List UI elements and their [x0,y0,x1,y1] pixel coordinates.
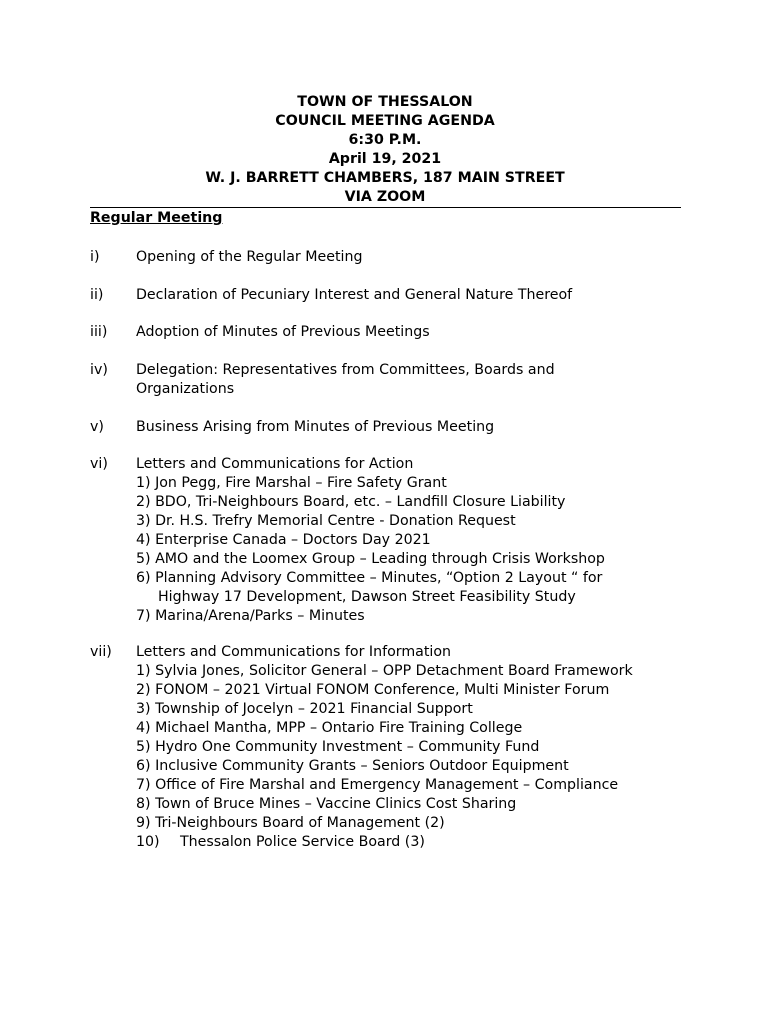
header-title: COUNCIL MEETING AGENDA [275,113,495,129]
sub-item [136,833,690,852]
header-location: W. J. BARRETT CHAMBERS, 187 MAIN STREET [205,170,565,186]
header-date: April 19, 2021 [328,151,442,167]
sub-item: 4) Enterprise Canada – Doctors Day 2021 [136,532,431,548]
item-text: Opening of the Regular Meeting [136,249,363,265]
item-number: iv) [90,362,108,378]
sub-item: 5) Hydro One Community Investment – Community Fund [136,739,540,755]
item-text: Letters and Communications for Action [136,456,414,472]
sub-item: 1) Jon Pegg, Fire Marshal – Fire Safety Grant [136,475,447,491]
item-text: Letters and Communications for Information [136,644,452,660]
header-town: TOWN OF THESSALON [297,94,473,110]
sub-item-number: 10) [136,834,160,850]
item-number: iii) [90,324,108,340]
item-number: vi) [90,456,108,472]
sub-item: 7) Marina/Arena/Parks – Minutes [136,608,365,624]
sub-item: 8) Town of Bruce Mines – Vaccine Clinics Cost Sharing [136,796,517,812]
header-time: 6:30 P.M. [348,132,422,148]
sub-item: 1) Sylvia Jones, Solicitor General – OPP Detachment Board Framework [136,663,633,679]
item-text: Delegation: Representatives from Committees, Boards and [136,362,555,378]
agenda-header [0,93,770,207]
sub-item: 6) Planning Advisory Committee – Minutes, “Option 2 Layout “ for [136,570,603,586]
sub-item: 6) Inclusive Community Grants – Seniors Outdoor Equipment [136,758,569,774]
item-text: Declaration of Pecuniary Interest and General Nature Thereof [136,287,573,303]
sub-item-text: Thessalon Police Service Board (3) [180,834,425,850]
item-number: i) [90,249,100,265]
section-title: Regular Meeting [90,210,223,226]
item-number: ii) [90,287,104,303]
sub-item: 2) FONOM – 2021 Virtual FONOM Conference, Multi Minister Forum [136,682,610,698]
sub-item: 5) AMO and the Loomex Group – Leading through Crisis Workshop [136,551,605,567]
item-number: vii) [90,644,112,660]
sub-item-continued: Highway 17 Development, Dawson Street Feasibility Study [158,589,576,605]
sub-item: 3) Township of Jocelyn – 2021 Financial Support [136,701,473,717]
sub-item: 9) Tri-Neighbours Board of Management (2) [136,815,445,831]
sub-item: 3) Dr. H.S. Trefry Memorial Centre - Donation Request [136,513,516,529]
header-venue: VIA ZOOM [344,189,426,205]
item-number: v) [90,419,104,435]
item-text-continued: Organizations [136,381,235,397]
item-text: Adoption of Minutes of Previous Meetings [136,324,430,340]
sub-item: 2) BDO, Tri-Neighbours Board, etc. – Landfill Closure Liability [136,494,566,510]
sub-item: 7) Office of Fire Marshal and Emergency Management – Compliance [136,777,619,793]
item-text: Business Arising from Minutes of Previous Meeting [136,419,495,435]
header-divider [90,207,681,208]
sub-item: 4) Michael Mantha, MPP – Ontario Fire Training College [136,720,523,736]
